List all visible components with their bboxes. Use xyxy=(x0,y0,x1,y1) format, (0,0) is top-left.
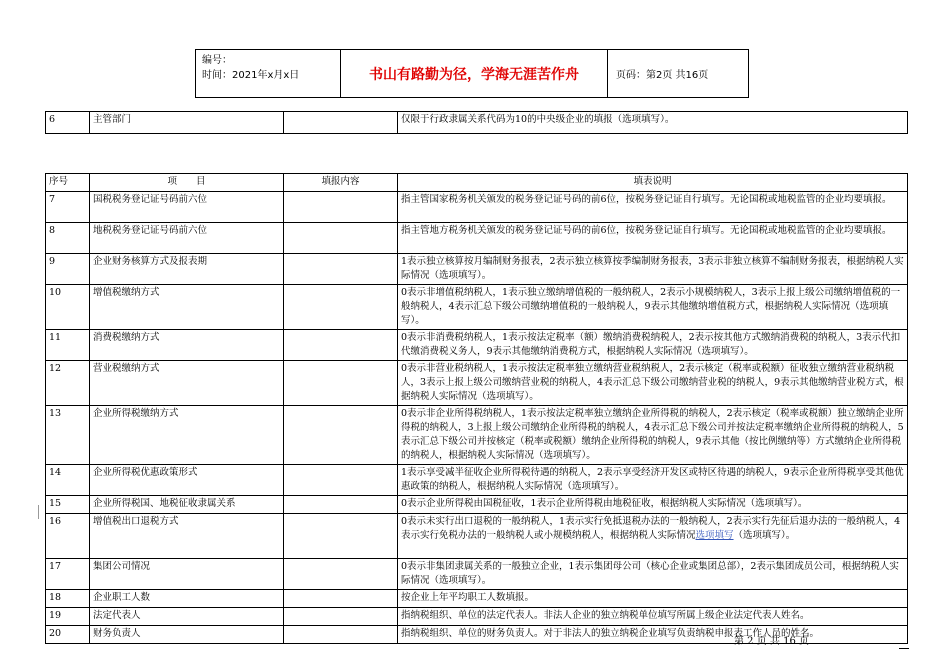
row-number: 15 xyxy=(46,496,90,514)
row-item: 地税税务登记证号码前六位 xyxy=(90,223,284,254)
row-number: 6 xyxy=(46,112,90,134)
row-fill[interactable] xyxy=(284,112,398,134)
motto-text: 书山有路勤为径，学海无涯苦作舟 xyxy=(341,50,608,97)
row-number: 12 xyxy=(46,361,90,406)
row-desc: 1表示独立核算按月编制财务报表，2表示独立核算按季编制财务报表，3表示非独立核算不编制财务报表，根据纳税人实际情况（选项填写）。 xyxy=(398,254,908,285)
row-item: 法定代表人 xyxy=(90,608,284,626)
row-item: 企业所得税国、地税征收隶属关系 xyxy=(90,496,284,514)
table-row xyxy=(46,590,908,608)
row-number: 14 xyxy=(46,465,90,496)
row-fill[interactable] xyxy=(284,514,398,559)
row-fill[interactable] xyxy=(284,559,398,590)
option-fill-link[interactable]: 选项填写 xyxy=(695,530,734,541)
main-table xyxy=(45,173,908,644)
row-number: 19 xyxy=(46,608,90,626)
row-number: 16 xyxy=(46,514,90,559)
header-fill: 填报内容 xyxy=(284,174,398,192)
row-number: 18 xyxy=(46,590,90,608)
row-fill[interactable] xyxy=(284,590,398,608)
table-row xyxy=(46,285,908,330)
table-row xyxy=(46,254,908,285)
desc-text-tail: （选项填写）。 xyxy=(733,530,796,541)
row-desc: 0表示非消费税纳税人，1表示按法定税率（额）缴纳消费税纳税人，2表示按其他方式缴纳消费税的纳税人，3表示代扣代缴消费税义务人，9表示其他缴纳消费税方式，根据纳税人实际情况（选项填写）。 xyxy=(398,330,908,361)
row-number: 17 xyxy=(46,559,90,590)
row-desc: 指纳税组织、单位的法定代表人。非法人企业的独立纳税单位填写所属上级企业法定代表人姓名。 xyxy=(398,608,908,626)
row-number: 8 xyxy=(46,223,90,254)
row-number: 13 xyxy=(46,406,90,465)
row-item: 财务负责人 xyxy=(90,626,284,644)
row-number: 7 xyxy=(46,192,90,223)
row-number: 9 xyxy=(46,254,90,285)
document-header xyxy=(195,49,749,98)
time-label: 时间：2021年x月x日 xyxy=(202,70,300,81)
header-item: 项 目 xyxy=(90,174,284,192)
row-number: 11 xyxy=(46,330,90,361)
table-row xyxy=(46,192,908,223)
row-item: 国税税务登记证号码前六位 xyxy=(90,192,284,223)
row-desc: 按企业上年平均职工人数填报。 xyxy=(398,590,908,608)
margin-mark xyxy=(38,505,39,519)
row-desc: 0表示非营业税纳税人，1表示按法定税率独立缴纳营业税纳税人，2表示核定（税率或税额）征收独立缴纳营业税纳税人，3表示上报上级公司缴纳营业税的纳税人，4表示汇总下级公司缴纳营业税的纳税人，9表示其他缴纳营业税方式，根据纳税人实际情况（选项填写）。 xyxy=(398,361,908,406)
page-code: 页码：第2页 共16页 xyxy=(616,70,709,81)
row-desc xyxy=(398,514,908,559)
header-desc: 填表说明 xyxy=(398,174,908,192)
row-fill[interactable] xyxy=(284,285,398,330)
table-row xyxy=(46,514,908,559)
row-desc: 0表示非集团隶属关系的一般独立企业，1表示集团母公司（核心企业或集团总部），2表示集团成员公司，根据纳税人实际情况（选项填写）。 xyxy=(398,559,908,590)
table-row xyxy=(46,559,908,590)
footer-rule xyxy=(899,648,909,649)
row-item: 企业财务核算方式及报表期 xyxy=(90,254,284,285)
row-fill[interactable] xyxy=(284,496,398,514)
row-item: 企业所得税缴纳方式 xyxy=(90,406,284,465)
row-fill[interactable] xyxy=(284,608,398,626)
row-fill[interactable] xyxy=(284,192,398,223)
row-desc: 指纳税组织、单位的财务负责人。对于非法人的独立纳税企业填写负责纳税申报表工作人员的姓名。 xyxy=(398,626,908,644)
row-desc: 0表示企业所得税由国税征收，1表示企业所得税由地税征收，根据纳税人实际情况（选项填写）。 xyxy=(398,496,908,514)
header-meta xyxy=(196,50,341,97)
row-number: 20 xyxy=(46,626,90,644)
row-desc: 0表示非企业所得税纳税人，1表示按法定税率独立缴纳企业所得税的纳税人，2表示核定（税率或税额）独立缴纳企业所得税的纳税人，3上报上级公司缴纳企业所得税的纳税人，4表示汇总下级公司并按法定税率缴纳企业所得税的纳税人，5表示汇总下级公司并按核定（税率或税额）缴纳企业所得税的纳税人，9表示其他（按比例缴纳等）方式缴纳企业所得税的纳税人，根据纳税人实际情况（选项填写）。 xyxy=(398,406,908,465)
row-item: 企业职工人数 xyxy=(90,590,284,608)
row-desc: 仅限于行政隶属关系代码为10的中央级企业的填报（选项填写）。 xyxy=(398,112,908,134)
row-item: 消费税缴纳方式 xyxy=(90,330,284,361)
table-row xyxy=(46,608,908,626)
number-label: 编号： xyxy=(202,55,232,66)
row-fill[interactable] xyxy=(284,254,398,285)
table-row xyxy=(46,465,908,496)
row-fill[interactable] xyxy=(284,626,398,644)
row-desc: 指主管地方税务机关颁发的税务登记证号码的前6位，按税务登记证自行填写。无论国税或地税监管的企业均要填报。 xyxy=(398,223,908,254)
header-no: 序号 xyxy=(46,174,90,192)
row-item: 主管部门 xyxy=(90,112,284,134)
row-item: 增值税缴纳方式 xyxy=(90,285,284,330)
table-row xyxy=(46,496,908,514)
row-item: 企业所得税优惠政策形式 xyxy=(90,465,284,496)
row-fill[interactable] xyxy=(284,223,398,254)
table-row xyxy=(46,361,908,406)
row-item: 增值税出口退税方式 xyxy=(90,514,284,559)
top-table xyxy=(45,111,908,134)
table-header-row xyxy=(46,174,908,192)
row-desc: 0表示非增值税纳税人，1表示独立缴纳增值税的一般纳税人，2表示小规模纳税人，3表示上报上级公司缴纳增值税的一般纳税人，4表示汇总下级公司缴纳增值税的一般纳税人，9表示其他缴纳增值税方式，根据纳税人实际情况（选项填写）。 xyxy=(398,285,908,330)
row-fill[interactable] xyxy=(284,406,398,465)
table-row xyxy=(46,223,908,254)
desc-text: 0表示未实行出口退税的一般纳税人，1表示实行免抵退税办法的一般纳税人，2表示实行先征后退办法的一般纳税人，4表示实行免税办法的一般纳税人或小规模纳税人，根据纳税人实际情况 xyxy=(401,516,901,541)
row-desc: 指主管国家税务机关颁发的税务登记证号码的前6位，按税务登记证自行填写。无论国税或地税监管的企业均要填报。 xyxy=(398,192,908,223)
row-item: 营业税缴纳方式 xyxy=(90,361,284,406)
row-fill[interactable] xyxy=(284,330,398,361)
row-fill[interactable] xyxy=(284,465,398,496)
table-row xyxy=(46,330,908,361)
row-item: 集团公司情况 xyxy=(90,559,284,590)
row-desc: 1表示享受减半征收企业所得税待遇的纳税人，2表示享受经济开发区或特区待遇的纳税人，9表示企业所得税享受其他优惠政策的纳税人，根据纳税人实际情况（选项填写）。 xyxy=(398,465,908,496)
row-fill[interactable] xyxy=(284,361,398,406)
row-number: 10 xyxy=(46,285,90,330)
table-row xyxy=(46,112,908,134)
table-row xyxy=(46,406,908,465)
page-footer: 第 2 页 共 16 页 xyxy=(734,636,809,647)
